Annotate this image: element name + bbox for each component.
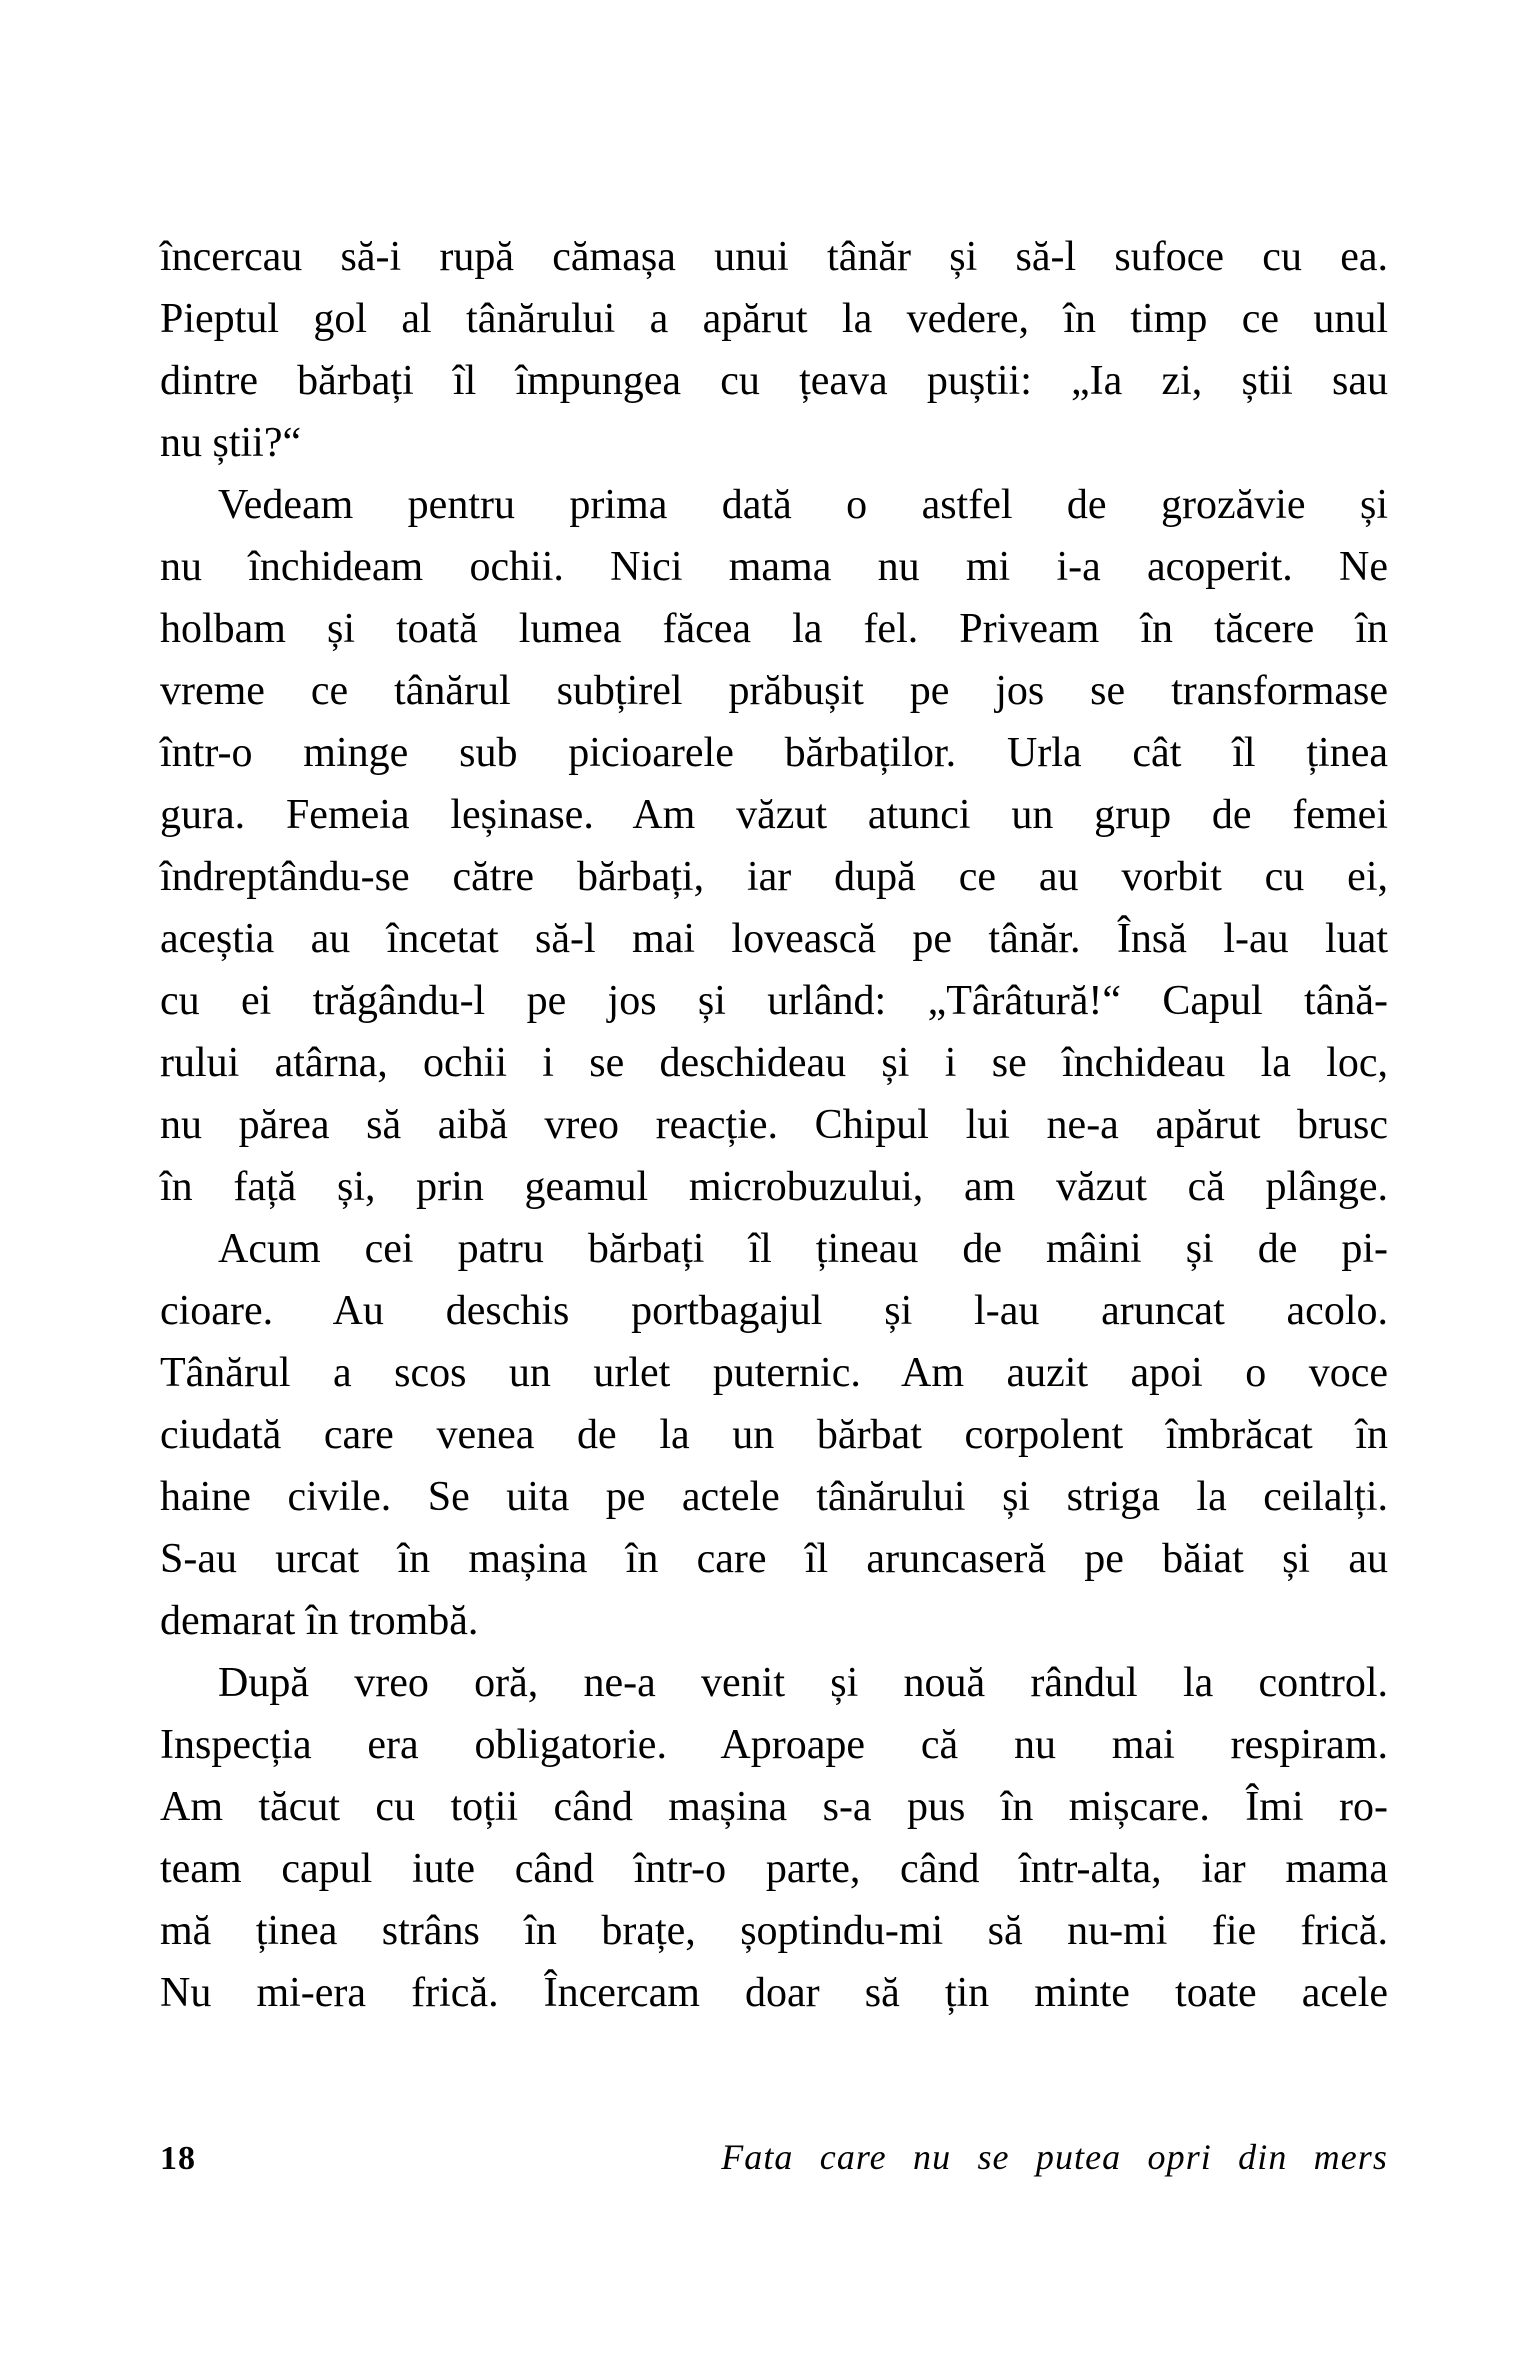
- page-number: 18: [160, 2140, 196, 2177]
- text-line: nu închideam ochii. Nici mama nu mi i-a acoperit. Ne: [160, 544, 1388, 590]
- text-line: în față și, prin geamul microbuzului, am văzut că plânge.: [160, 1164, 1388, 1210]
- text-line: ciudată care venea de la un bărbat corpolent îmbrăcat în: [160, 1412, 1388, 1458]
- text-line: gura. Femeia leșinase. Am văzut atunci un grup de femei: [160, 792, 1388, 838]
- text-line: Inspecția era obligatorie. Aproape că nu mai respiram.: [160, 1722, 1388, 1768]
- text-line: haine civile. Se uita pe actele tânărului și striga la ceilalți.: [160, 1474, 1388, 1520]
- text-line: îndreptându-se către bărbați, iar după ce au vorbit cu ei,: [160, 854, 1388, 900]
- text-line: După vreo oră, ne-a venit și nouă rândul la control.: [218, 1660, 1388, 1706]
- text-line: holbam și toată lumea făcea la fel. Priveam în tăcere în: [160, 606, 1388, 652]
- text-line: Nu mi-era frică. Încercam doar să țin minte toate acele: [160, 1970, 1388, 2016]
- text-line: cioare. Au deschis portbagajul și l-au aruncat acolo.: [160, 1288, 1388, 1334]
- text-line: Vedeam pentru prima dată o astfel de grozăvie și: [218, 482, 1388, 528]
- text-line: nu părea să aibă vreo reacție. Chipul lui ne-a apărut brusc: [160, 1102, 1388, 1148]
- text-line: dintre bărbați îl împungea cu țeava puștii: „Ia zi, știi sau: [160, 358, 1388, 404]
- text-line: nu știi?“: [160, 420, 302, 466]
- text-line: încercau să-i rupă cămașa unui tânăr și să-l sufoce cu ea.: [160, 234, 1388, 280]
- text-line: aceștia au încetat să-l mai lovească pe tânăr. Însă l-au luat: [160, 916, 1388, 962]
- paragraph: [160, 226, 1388, 474]
- paragraph: [160, 1218, 1388, 1652]
- text-line: Acum cei patru bărbați îl țineau de mâini și de pi-: [218, 1226, 1388, 1272]
- text-line: Pieptul gol al tânărului a apărut la vedere, în timp ce unul: [160, 296, 1388, 342]
- paragraph: [160, 1652, 1388, 2024]
- text-line: Tânărul a scos un urlet puternic. Am auzit apoi o voce: [160, 1350, 1388, 1396]
- text-line: cu ei trăgându-l pe jos și urlând: „Târâtură!“ Capul tână-: [160, 978, 1388, 1024]
- text-line: S-au urcat în mașina în care îl aruncaseră pe băiat și au: [160, 1536, 1388, 1582]
- text-line: Am tăcut cu toții când mașina s-a pus în mișcare. Îmi ro-: [160, 1784, 1388, 1830]
- page-text: [160, 226, 1388, 2024]
- paragraph: [160, 474, 1388, 1218]
- text-line: demarat în trombă.: [160, 1598, 479, 1644]
- text-line: vreme ce tânărul subțirel prăbușit pe jos se transformase: [160, 668, 1388, 714]
- text-line: rului atârna, ochii i se deschideau și i se închideau la loc,: [160, 1040, 1388, 1086]
- text-line: team capul iute când într-o parte, când într-alta, iar mama: [160, 1846, 1388, 1892]
- text-line: într-o minge sub picioarele bărbaților. Urla cât îl ținea: [160, 730, 1388, 776]
- text-line: mă ținea strâns în brațe, șoptindu-mi să nu-mi fie frică.: [160, 1908, 1388, 1954]
- running-title: Fata care nu se putea opri din mers: [721, 2137, 1388, 2177]
- page-footer: [160, 2136, 1388, 2178]
